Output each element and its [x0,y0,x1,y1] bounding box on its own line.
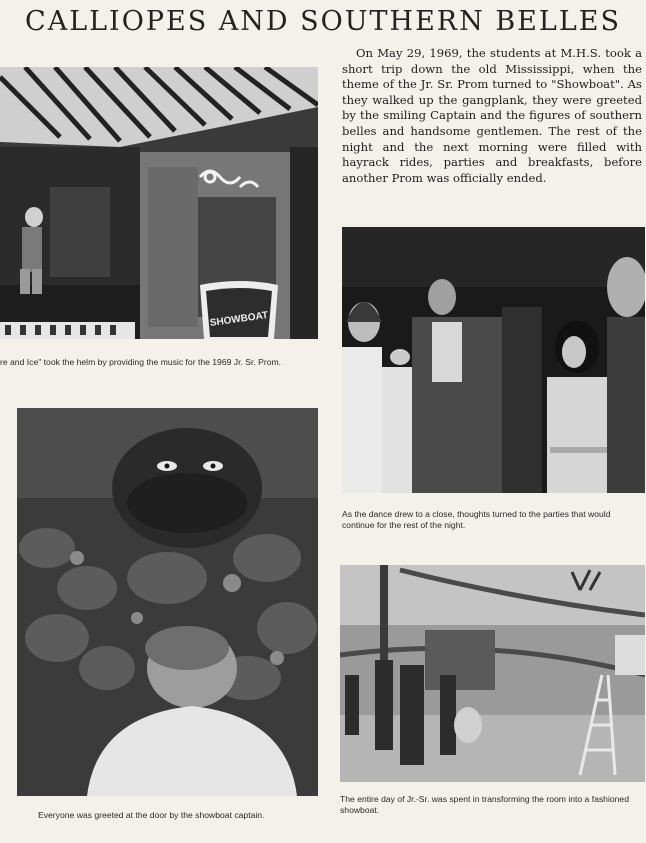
dance-couples-photo [342,227,645,493]
gym-decorating-photo [340,565,645,782]
dance-couples-caption: As the dance drew to a close, thoughts turned to the parties that would continue for the rest of the night. [342,509,611,530]
intro-paragraph: On May 29, 1969, the students at M.H.S. took a short trip down the old Mississippi, when the theme of the Jr. Sr. Prom turned to "Showboat". As they walked up the gangplank, they were greeted by the smiling Captain and the figures of southern belles and handsome gentlemen. The rest of the night and the next morning were filled with hayrack rides, parties and breakfasts, before another Prom was officially ended. [342,46,642,185]
showboat-sign-text: SHOWBOAT [209,309,269,330]
gym-decorating-caption: The entire day of Jr.-Sr. was spent in transforming the room into a fashioned showboat. [340,794,629,815]
page-title: CALLIOPES AND SOUTHERN BELLES [25,6,621,37]
band-stage-photo [0,67,318,339]
band-stage-caption: re and Ice" took the helm by providing the music for the 1969 Jr. Sr. Prom. [0,357,282,367]
showboat-captain-photo [17,408,318,796]
showboat-captain-caption: Everyone was greeted at the door by the showboat captain. [38,810,265,820]
